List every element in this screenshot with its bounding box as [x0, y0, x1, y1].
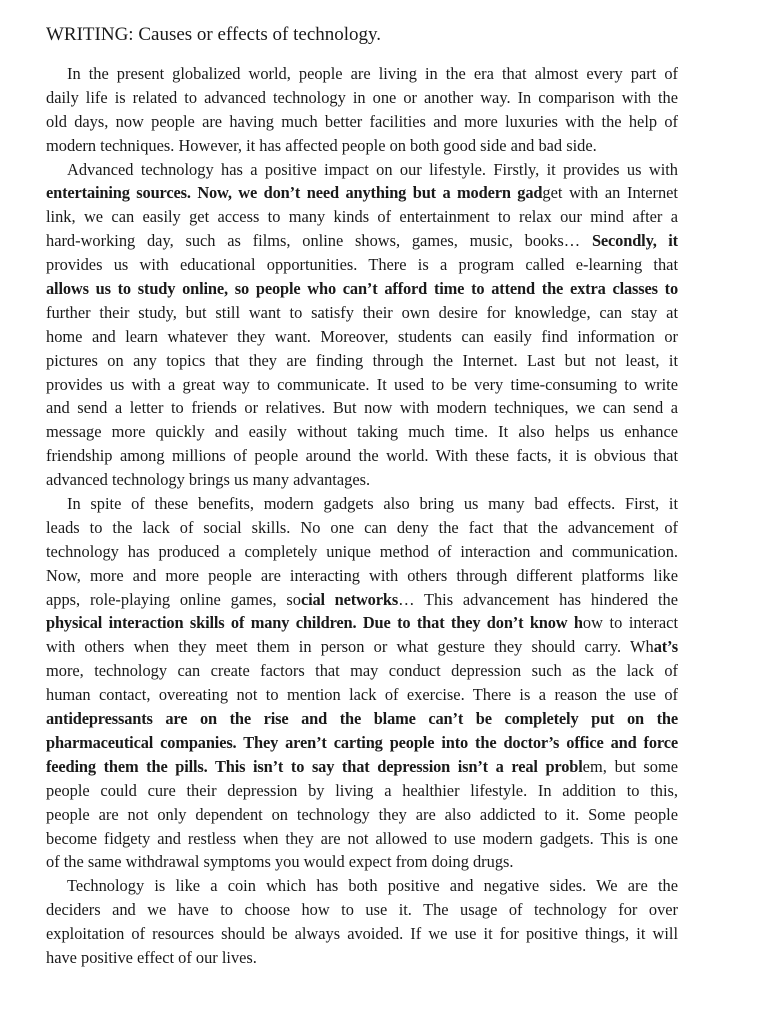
text-segment: people could cure their depression by living a healthier lifestyle. In addition to this,	[46, 780, 678, 800]
text-segment: further their study, but still want to satisfy their own desire for knowledge, can stay at	[46, 302, 678, 322]
bold-text-segment: cial networks	[300, 589, 399, 609]
text-segment: link, we can easily get access to many kinds of entertainment to relax our mind after a	[46, 207, 678, 227]
text-segment: technology has produced a completely unique method of interaction and communication.	[46, 541, 678, 561]
text-segment: provides us with educational opportunities. There is a program called e-learning that	[46, 255, 678, 275]
paragraph-2-line	[46, 253, 678, 277]
text-segment: old days, now people are having much better facilities and more luxuries with the help of	[46, 111, 678, 131]
text-segment: friendship among millions of people around the world. With these facts, it is obvious that	[46, 446, 678, 466]
paragraph-3-line	[46, 492, 678, 516]
text-segment: hard-working day, such as films, online shows, games, music, books…	[46, 231, 592, 251]
bold-text-segment: feeding them the pills. This isn’t to say that depression isn’t a real probl	[46, 756, 583, 776]
paragraph-4-line	[46, 874, 678, 898]
text-segment: In the present globalized world, people are living in the era that almost every part of	[67, 64, 678, 83]
text-segment: of the same withdrawal symptoms you would expect from doing drugs.	[46, 852, 514, 872]
text-segment: Technology is like a coin which has both positive and negative sides. We are the	[67, 876, 678, 896]
text-segment: leads to the lack of social skills. No one can deny the fact that the advancement of	[46, 517, 678, 537]
text-segment: … This advancement has hindered the	[398, 589, 678, 609]
text-segment: with others when they meet them in person or what gesture they should carry. Wh	[46, 637, 654, 657]
text-segment: em, but some	[582, 756, 678, 776]
text-segment: In spite of these benefits, modern gadgets also bring us many bad effects. First, it	[67, 494, 678, 514]
text-segment: deciders and we have to choose how to use it. The usage of technology for over	[46, 900, 678, 920]
bold-text-segment: entertaining sources. Now, we don’t need anything but a modern gad	[46, 183, 543, 203]
paragraph-2-line	[46, 444, 678, 468]
text-segment: message more quickly and easily without taking much time. It also helps us enhance	[46, 422, 678, 442]
text-segment: Now, more and more people are interacting with others through different platforms like	[46, 565, 678, 585]
text-segment: provides us with a great way to communicate. It used to be very time-consuming to write	[46, 374, 678, 394]
paragraph-2-line	[46, 325, 678, 349]
bold-text-segment: pharmaceutical companies. They aren’t carting people into the doctor’s office and force	[46, 732, 678, 752]
paragraph-2-line	[46, 181, 678, 205]
paragraph-3-line	[46, 827, 678, 851]
paragraph-2-line	[46, 158, 678, 182]
paragraph-3-line	[46, 659, 678, 683]
paragraph-3-line	[46, 611, 678, 635]
paragraph-3-line	[46, 707, 678, 731]
paragraph-2-line	[46, 373, 678, 397]
paragraph-1-line	[46, 86, 678, 110]
bold-text-segment: at’s	[653, 637, 678, 657]
text-segment: advanced technology brings us many advantages.	[46, 470, 371, 490]
paragraph-3-line	[46, 731, 678, 755]
paragraph-1-line	[46, 110, 678, 134]
bold-text-segment: Secondly, it	[591, 231, 678, 251]
text-segment: people are not only dependent on technology they are also addicted to it. Some people	[46, 804, 678, 824]
paragraph-3-line	[46, 635, 678, 659]
paragraph-2-line	[46, 396, 678, 420]
paragraph-2-line	[46, 468, 678, 492]
paragraph-4-line	[46, 946, 678, 970]
text-segment: ow to interact	[582, 613, 678, 633]
text-segment: home and learn whatever they want. Moreover, students can easily find information or	[46, 326, 678, 346]
paragraph-2-line	[46, 205, 678, 229]
text-segment: become fidgety and restless when they are not allowed to use modern gadgets. This is one	[46, 828, 678, 848]
paragraph-3-line	[46, 540, 678, 564]
essay-heading: WRITING: Causes or effects of technology.	[46, 24, 382, 45]
text-segment: apps, role-playing online games, so	[46, 589, 301, 609]
text-segment: exploitation of resources should be always avoided. If we use it for positive things, it will	[46, 924, 678, 944]
bold-text-segment: physical interaction skills of many children. Due to that they don’t know h	[46, 613, 583, 633]
essay-body	[46, 62, 678, 970]
paragraph-3-line	[46, 683, 678, 707]
paragraph-3-line	[46, 588, 678, 612]
paragraph-2-line	[46, 420, 678, 444]
paragraph-2-line	[46, 301, 678, 325]
paragraph-3-line	[46, 516, 678, 540]
bold-text-segment: allows us to study online, so people who can’t afford time to attend the extra classes to	[46, 279, 678, 299]
paragraph-2-line	[46, 277, 678, 301]
text-segment: Advanced technology has a positive impact on our lifestyle. Firstly, it provides us with	[67, 159, 678, 179]
paragraph-3-line	[46, 755, 678, 779]
text-segment: get with an Internet	[542, 183, 678, 203]
paragraph-2-line	[46, 229, 678, 253]
text-segment: human contact, overeating not to mention lack of exercise. There is a reason the use of	[46, 685, 678, 705]
text-segment: pictures on any topics that they are finding through the Internet. Last but not least, it	[46, 350, 678, 370]
paragraph-4-line	[46, 898, 678, 922]
paragraph-2-line	[46, 349, 678, 373]
paragraph-3-line	[46, 564, 678, 588]
paragraph-1-line	[46, 134, 678, 158]
paragraph-3-line	[46, 803, 678, 827]
paragraph-4-line	[46, 922, 678, 946]
bold-text-segment: antidepressants are on the rise and the blame can’t be completely put on the	[46, 709, 678, 729]
paragraph-3-line	[46, 850, 678, 874]
text-segment: and send a letter to friends or relatives. But now with modern techniques, we can send a	[46, 398, 678, 418]
paragraph-1-line	[46, 62, 678, 86]
text-segment: have positive effect of our lives.	[46, 947, 257, 967]
text-segment: modern techniques. However, it has affected people on both good side and bad side.	[46, 135, 597, 155]
text-segment: daily life is related to advanced technology in one or another way. In comparison with the	[46, 87, 678, 107]
paragraph-3-line	[46, 779, 678, 803]
text-segment: more, technology can create factors that may conduct depression such as the lack of	[46, 661, 678, 681]
